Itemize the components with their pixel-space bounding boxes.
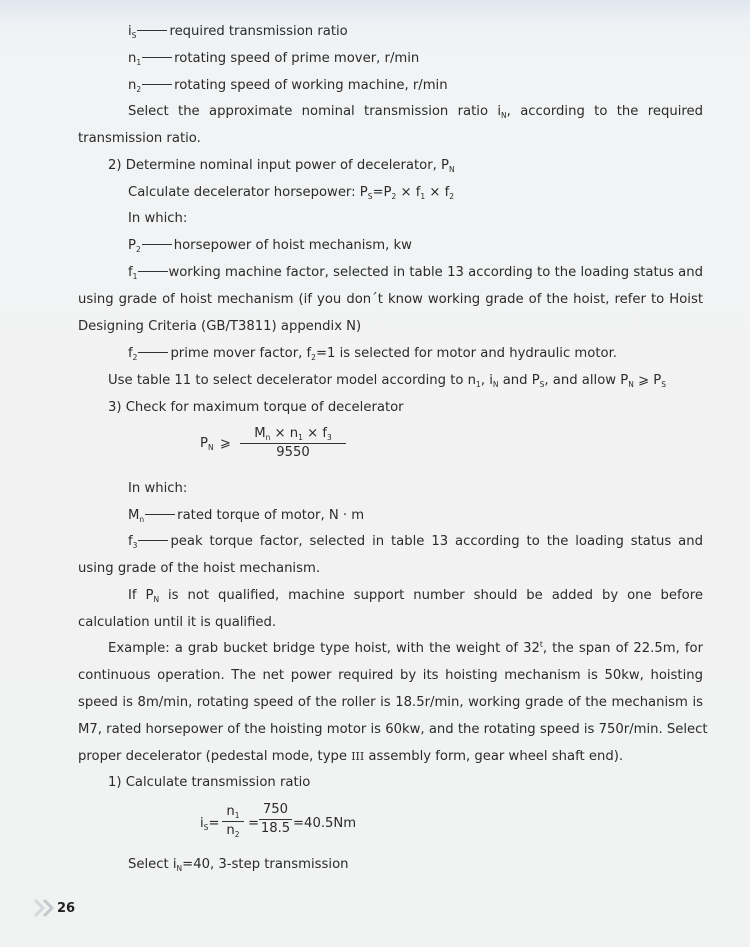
symbol: P bbox=[128, 238, 136, 253]
symbol: M bbox=[128, 508, 140, 523]
symbol-sub: N bbox=[207, 443, 214, 452]
sub: 1 bbox=[298, 433, 303, 442]
text: 2) Determine nominal input power of decelerator, P bbox=[108, 158, 449, 173]
double-chevron-icon bbox=[32, 898, 58, 918]
def-text: horsepower of hoist mechanism, kw bbox=[173, 238, 412, 253]
calc1-select bbox=[128, 857, 349, 873]
sub: 2 bbox=[391, 192, 397, 201]
fraction-numerator: 750 bbox=[262, 802, 289, 817]
fraction-numerator bbox=[222, 804, 244, 820]
text: continuous operation. The net power required by its hoisting mechanism is 50kw, hoisting bbox=[78, 668, 703, 683]
fraction-bar bbox=[259, 819, 292, 820]
symbol: f bbox=[128, 265, 133, 280]
text: and P bbox=[498, 373, 540, 388]
symbol-sub: S bbox=[203, 823, 209, 832]
text: n bbox=[226, 804, 235, 819]
text: Select the approximate nominal transmission ratio i bbox=[128, 104, 502, 119]
geq-sign: ⩾ bbox=[219, 436, 231, 451]
calc1-lhs bbox=[200, 816, 220, 832]
use-table11 bbox=[108, 373, 666, 389]
def-f3 bbox=[128, 534, 703, 550]
def-is bbox=[128, 24, 348, 40]
symbol-sub: 1 bbox=[132, 272, 138, 281]
dash bbox=[142, 84, 172, 85]
sup: t bbox=[539, 640, 543, 649]
fraction-denominator bbox=[222, 823, 244, 839]
text: , and allow P bbox=[544, 373, 629, 388]
step2-in-which bbox=[128, 211, 187, 227]
dash bbox=[137, 30, 167, 31]
sub: N bbox=[492, 380, 499, 389]
fraction-n1-n2 bbox=[222, 804, 244, 839]
fraction-bar bbox=[240, 443, 346, 444]
example-line3 bbox=[78, 695, 703, 711]
symbol-sub: 2 bbox=[135, 245, 141, 254]
symbol: i bbox=[128, 24, 132, 39]
symbol-sub: 1 bbox=[136, 58, 142, 67]
text: using grade of hoist mechanism (if you don´t know working grade of the hoist, refer to Hoist bbox=[78, 292, 703, 307]
text: M bbox=[254, 426, 266, 441]
symbol-sub: S bbox=[131, 31, 137, 40]
symbol-sub: N bbox=[501, 111, 507, 120]
text: =40, 3-step transmission bbox=[182, 857, 349, 872]
sub: 3 bbox=[327, 433, 332, 442]
calc1-result bbox=[293, 816, 356, 832]
formula-torque-fraction bbox=[240, 426, 346, 461]
text: × f bbox=[302, 426, 328, 441]
symbol: P bbox=[200, 436, 208, 451]
text: In which: bbox=[128, 481, 188, 496]
text: 1) Calculate transmission ratio bbox=[108, 775, 311, 790]
text: Select i bbox=[128, 857, 177, 872]
symbol-sub: 2 bbox=[136, 85, 142, 94]
def-n1 bbox=[128, 51, 419, 67]
fraction-numerator bbox=[240, 426, 346, 442]
symbol: f bbox=[128, 534, 133, 549]
dash bbox=[138, 271, 168, 272]
calc1-eq2 bbox=[248, 816, 259, 832]
def-p2 bbox=[128, 238, 412, 254]
text: n bbox=[226, 823, 235, 838]
example-line2 bbox=[78, 668, 703, 684]
symbol-sub: 2 bbox=[132, 353, 138, 362]
dash bbox=[138, 540, 168, 541]
def-f3-line2 bbox=[78, 561, 320, 577]
sub: 1 bbox=[234, 811, 240, 820]
sub: S bbox=[539, 380, 545, 389]
sub: S bbox=[661, 380, 666, 389]
fraction-denominator: 9550 bbox=[276, 445, 310, 460]
fraction-750-185 bbox=[259, 802, 292, 837]
text: =1 is selected for motor and hydraulic motor. bbox=[315, 346, 617, 361]
symbol-sub: n bbox=[139, 515, 145, 524]
sub: 1 bbox=[476, 380, 481, 389]
symbol-sub: N bbox=[448, 165, 455, 174]
equals-sign: = bbox=[248, 816, 260, 831]
text: , according to the required bbox=[506, 104, 703, 119]
sub: 1 bbox=[420, 192, 426, 201]
text: , i bbox=[480, 373, 493, 388]
text: prime mover factor, f bbox=[170, 346, 312, 361]
text: Use table 11 to select decelerator model according to n bbox=[108, 373, 477, 388]
symbol-sub: 3 bbox=[132, 541, 138, 550]
equals-sign: = bbox=[208, 816, 220, 831]
dash bbox=[142, 244, 172, 245]
text: using grade of the hoist mechanism. bbox=[78, 561, 321, 576]
text: proper decelerator (pedestal mode, type bbox=[78, 749, 352, 764]
result-text: =40.5Nm bbox=[293, 816, 357, 831]
text: M7, rated horsepower of the hoisting motor is 60kw, and the rotating speed is 750r/min. Select bbox=[78, 722, 708, 737]
step2-calc bbox=[128, 185, 454, 201]
step2-title bbox=[108, 158, 455, 174]
fraction-bar bbox=[222, 821, 244, 822]
sub: 2 bbox=[311, 353, 316, 362]
def-n2 bbox=[128, 78, 448, 94]
symbol: n bbox=[128, 51, 137, 66]
text: 3) Check for maximum torque of decelerator bbox=[108, 400, 404, 415]
text: speed is 8m/min, rotating speed of the roller is 18.5r/min, working grade of the mechanism is bbox=[78, 695, 703, 710]
step3-in-which bbox=[128, 481, 187, 497]
formula-pn-lhs bbox=[200, 436, 231, 452]
step3-title bbox=[108, 400, 404, 416]
text: Calculate decelerator horsepower: P bbox=[128, 185, 368, 200]
text: If P bbox=[128, 588, 154, 603]
def-text: rotating speed of working machine, r/min bbox=[174, 78, 448, 93]
text: =P bbox=[372, 185, 392, 200]
def-text: peak torque factor, selected in table 13 according to the loading status and bbox=[170, 534, 703, 549]
text: , the span of 22.5m, for bbox=[542, 641, 703, 656]
select-ratio-line2 bbox=[78, 131, 201, 147]
select-ratio-line1 bbox=[128, 104, 703, 120]
if-pn-line2 bbox=[78, 615, 276, 631]
def-text: working machine factor, selected in table 13 according to the loading status and bbox=[168, 265, 703, 280]
sub: S bbox=[367, 192, 373, 201]
sub: 2 bbox=[234, 830, 240, 839]
text: transmission ratio. bbox=[78, 131, 201, 146]
def-text: rotating speed of prime mover, r/min bbox=[174, 51, 420, 66]
roman-numeral: III bbox=[351, 750, 365, 763]
sub: n bbox=[265, 433, 271, 442]
sub: N bbox=[176, 864, 183, 873]
symbol: f bbox=[128, 346, 133, 361]
def-f1-line2 bbox=[78, 292, 703, 308]
text: Example: a grab bucket bridge type hoist, with the weight of 32 bbox=[108, 641, 540, 656]
symbol: n bbox=[128, 78, 137, 93]
def-f1-line3 bbox=[78, 319, 361, 335]
example-line4 bbox=[78, 722, 708, 738]
text: is not qualified, machine support number should be added by one before bbox=[159, 588, 703, 603]
example-line5 bbox=[78, 749, 623, 765]
def-text: required transmission ratio bbox=[169, 24, 348, 39]
dash bbox=[142, 57, 172, 58]
text: calculation until it is qualified. bbox=[78, 615, 277, 630]
dash bbox=[145, 514, 175, 515]
sub: 2 bbox=[449, 192, 454, 201]
text: × f bbox=[396, 185, 421, 200]
def-text: rated torque of motor, N · m bbox=[177, 508, 365, 523]
example-line1 bbox=[108, 641, 703, 657]
sub: N bbox=[628, 380, 634, 389]
text: × n bbox=[270, 426, 299, 441]
fraction-denominator: 18.5 bbox=[260, 821, 291, 836]
calc1-title bbox=[108, 775, 310, 791]
if-pn-line1 bbox=[128, 588, 703, 604]
text: × f bbox=[425, 185, 450, 200]
def-mn bbox=[128, 508, 364, 524]
page-number: 26 bbox=[57, 901, 76, 916]
dash bbox=[138, 352, 168, 353]
symbol: i bbox=[200, 816, 204, 831]
text: Designing Criteria (GB/T3811) appendix N) bbox=[78, 319, 362, 334]
def-f1 bbox=[128, 265, 703, 281]
text: assembly form, gear wheel shaft end). bbox=[364, 749, 624, 764]
text: In which: bbox=[128, 211, 188, 226]
def-f2 bbox=[128, 346, 617, 362]
sub: N bbox=[153, 595, 160, 604]
text: ⩾ P bbox=[633, 373, 662, 388]
